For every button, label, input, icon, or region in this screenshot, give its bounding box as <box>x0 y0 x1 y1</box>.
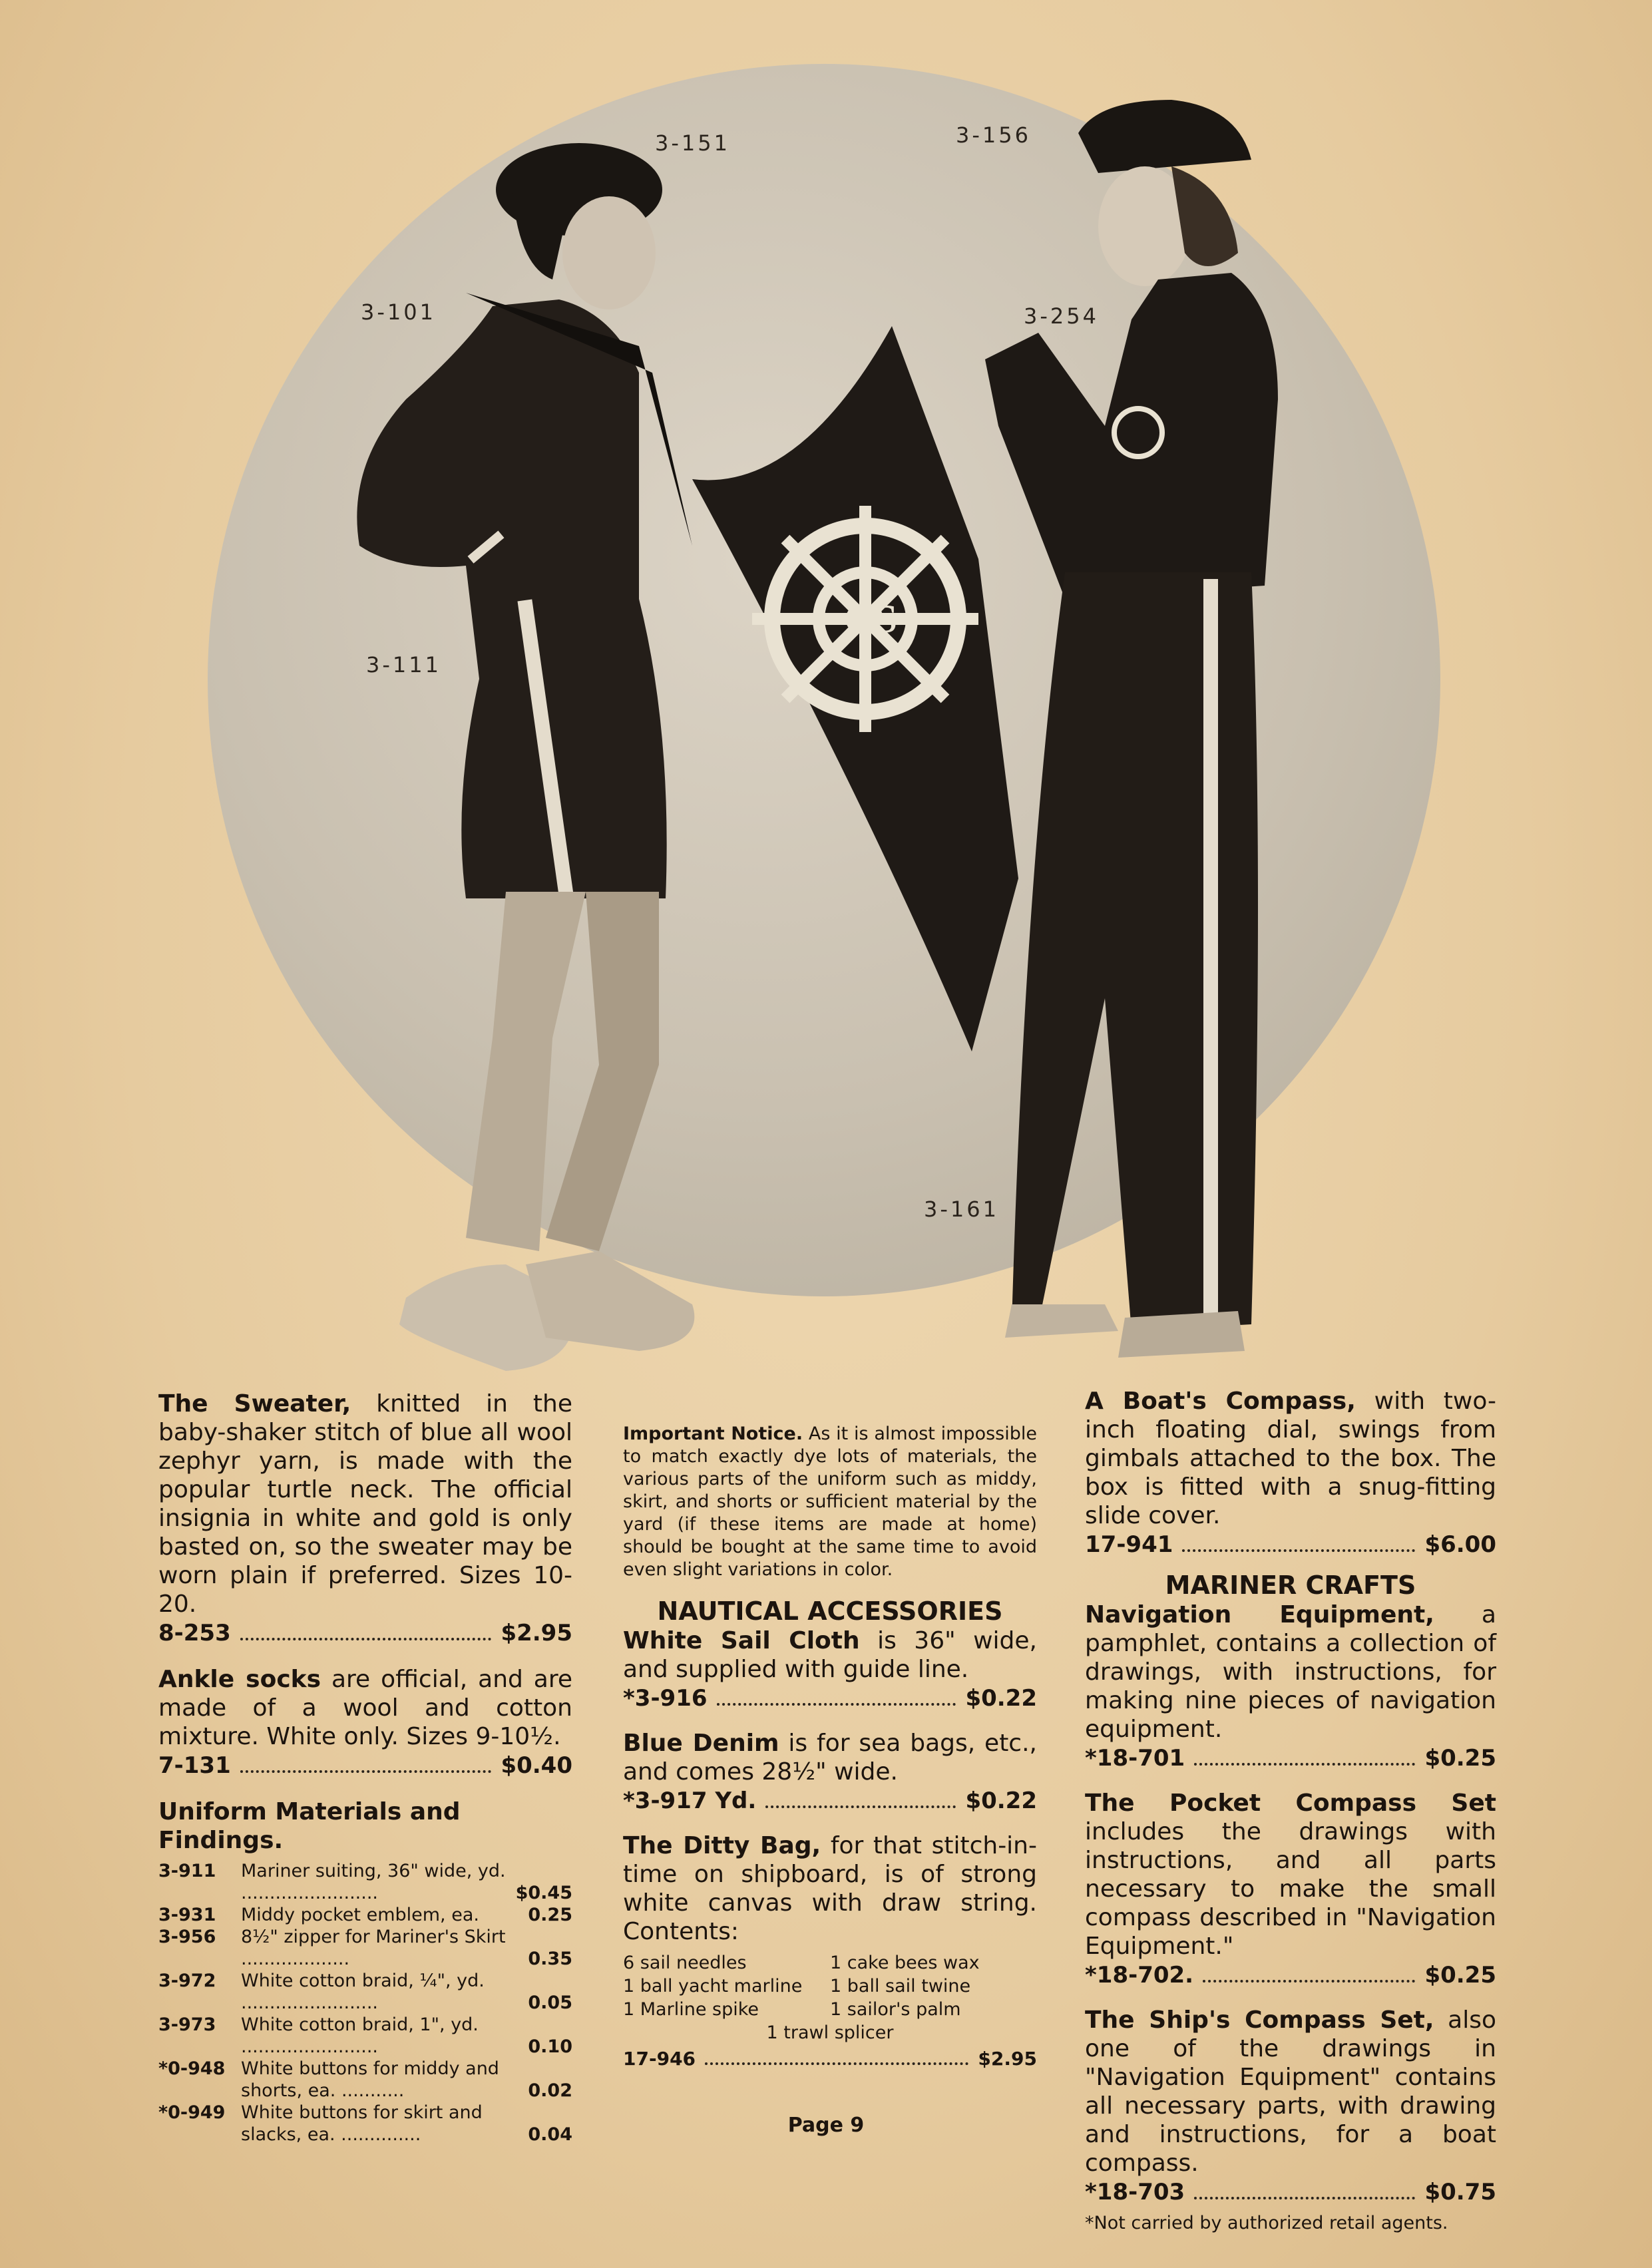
dittybag-contents <box>623 1951 1037 2021</box>
dittybag-code: 17-946 <box>623 2048 696 2070</box>
item-price: 0.05 <box>528 1992 572 2013</box>
dittybag-text: for that stitch-in-time on shipboard, is of strong white canvas with draw string. Contents: <box>623 1832 1037 1945</box>
callout-3-254: 3-254 <box>1024 303 1099 329</box>
dot-leader <box>717 1703 956 1706</box>
uniform-materials-table <box>158 1860 572 2146</box>
denim-text: is for sea bags, etc., and comes 28½" wide. <box>623 1730 1037 1786</box>
middle-column <box>623 1423 1037 2074</box>
list-item: 1 Marline spike <box>623 1999 759 2020</box>
dittybag-price: $2.95 <box>978 2048 1037 2070</box>
callout-3-156: 3-156 <box>956 122 1031 148</box>
navigation-title: Navigation Equipment, <box>1085 1601 1434 1628</box>
retail-agents-footnote: *Not carried by authorized retail agents. <box>1085 2213 1448 2233</box>
page-number: Page 9 <box>787 2114 865 2137</box>
notice-text: As it is almost impossible to match exactly dye lots of materials, the various parts of the uniform such as middy, skirt, and shorts or sufficient material by the yard (if these items are made at home) should be bought at the same time to avoid even slight variations in color. <box>623 1423 1037 1580</box>
boat-compass-price-row <box>1085 1530 1496 1559</box>
pocket-compass-code: *18-702. <box>1085 1962 1194 1988</box>
mariner-crafts-heading: MARINER CRAFTS <box>1165 1571 1416 1600</box>
pocket-compass-text: includes the drawings with instructions, and all parts necessary to make the small compass described in "Navigation Equipment." <box>1085 1818 1496 1960</box>
callout-3-161: 3-161 <box>924 1197 999 1222</box>
callout-3-101: 3-101 <box>361 299 436 325</box>
callout-3-151: 3-151 <box>655 130 730 156</box>
list-item: 1 cake bees wax <box>830 1953 980 1973</box>
pocket-compass-price: $0.25 <box>1424 1962 1496 1988</box>
boat-compass-text: with two-inch floating dial, swings from gimbals attached to the box. The box is fitted with a snug-fitting slide cover. <box>1085 1388 1496 1529</box>
navigation-text: a pamphlet, contains a collection of drawings, with instructions, for making nine pieces of navigation equipment. <box>1085 1601 1496 1743</box>
denim-price: $0.22 <box>965 1788 1037 1814</box>
left-column <box>158 1390 572 2146</box>
item-code: 3-973 <box>158 2014 216 2035</box>
nautical-accessories-heading: NAUTICAL ACCESSORIES <box>657 1597 1003 1626</box>
socks-text: are official, and are made of a wool and cotton mixture. White only. Sizes 9-10½. <box>158 1666 572 1750</box>
boat-compass-code: 17-941 <box>1085 1531 1173 1558</box>
navigation-price-row <box>1085 1744 1496 1773</box>
list-item: 1 ball yacht marline <box>623 1976 803 1996</box>
item-code: 3-931 <box>158 1905 216 1925</box>
table-row <box>158 1970 572 2014</box>
sailcloth-text: is 36" wide, and supplied with guide line. <box>623 1627 1037 1683</box>
denim-description <box>623 1729 1037 1786</box>
ships-compass-price: $0.75 <box>1424 2179 1496 2205</box>
sailcloth-price: $0.22 <box>965 1685 1037 1712</box>
socks-price: $0.40 <box>501 1752 572 1779</box>
callout-3-111: 3-111 <box>366 652 441 677</box>
table-row <box>158 2014 572 2058</box>
item-desc: Middy pocket emblem, ea. <box>241 1905 479 1925</box>
right-column <box>1085 1387 1496 2235</box>
left-girl-middy <box>357 299 666 898</box>
ships-compass-code: *18-703 <box>1085 2179 1185 2205</box>
socks-code: 7-131 <box>158 1752 231 1779</box>
sailor-hat-icon <box>1078 100 1251 173</box>
important-notice <box>623 1423 1037 1581</box>
dittybag-description <box>623 1831 1037 1946</box>
trouser-stripe <box>1203 579 1218 1324</box>
uniform-heading <box>158 1797 572 1855</box>
list-item: 1 ball sail twine <box>830 1976 971 1996</box>
ships-compass-price-row <box>1085 2177 1496 2207</box>
sailcloth-code: *3-916 <box>623 1685 708 1712</box>
dot-leader <box>1182 1549 1415 1552</box>
gs-flag <box>692 326 1018 1051</box>
item-code: 3-911 <box>158 1861 216 1881</box>
item-desc: White cotton braid, 1", yd. ........................ <box>241 2014 479 2057</box>
item-price: 0.04 <box>528 2124 572 2145</box>
item-desc: White buttons for skirt and slacks, ea. .............. <box>241 2102 483 2145</box>
item-price: 0.25 <box>528 1905 572 1925</box>
item-price: 0.35 <box>528 1949 572 1969</box>
socks-title: Ankle socks <box>158 1666 321 1693</box>
item-price: 0.02 <box>528 2080 572 2101</box>
svg-text:GS: GS <box>844 597 898 641</box>
table-row <box>158 1926 572 1970</box>
pocket-compass-description <box>1085 1789 1496 1961</box>
item-price: $0.45 <box>515 1883 572 1903</box>
dot-leader <box>1203 1980 1415 1983</box>
table-row <box>158 2058 572 2102</box>
ships-compass-title: The Ship's Compass Set, <box>1085 2006 1434 2034</box>
socks-price-row <box>158 1751 572 1780</box>
dot-leader <box>1194 2197 1415 2199</box>
notice-title: Important Notice. <box>623 1423 803 1444</box>
item-code: 3-956 <box>158 1927 216 1947</box>
dot-leader <box>1194 1763 1415 1766</box>
boat-compass-price: $6.00 <box>1424 1531 1496 1558</box>
dot-leader <box>765 1805 956 1808</box>
navigation-code: *18-701 <box>1085 1745 1185 1772</box>
sailcloth-title: White Sail Cloth <box>623 1627 860 1654</box>
dot-leader <box>240 1638 492 1640</box>
dittybag-title: The Ditty Bag, <box>623 1832 821 1859</box>
denim-price-row <box>623 1786 1037 1815</box>
table-row <box>158 1904 572 1926</box>
right-girl-shoes <box>1005 1304 1118 1338</box>
dot-leader <box>240 1770 492 1773</box>
left-girl-face <box>562 196 656 309</box>
sweater-title: The Sweater, <box>158 1390 351 1418</box>
boat-compass-title: A Boat's Compass, <box>1085 1388 1356 1415</box>
socks-description <box>158 1665 572 1751</box>
pocket-compass-price-row <box>1085 1961 1496 1990</box>
sweater-text: knitted in the baby-shaker stitch of blue all wool zephyr yarn, is made with the popular turtle neck. The official insignia in white and gold is only basted on, so the sweater may be worn plain if preferred. Sizes 10-20. <box>158 1390 572 1618</box>
uniform-title: Uniform Materials and Findings. <box>158 1798 461 1854</box>
list-item: 1 sailor's palm <box>830 1999 961 2020</box>
item-desc: 8½" zipper for Mariner's Skirt ................... <box>241 1927 506 1969</box>
item-code: *0-948 <box>158 2058 226 2079</box>
list-item: 6 sail needles <box>623 1953 747 1973</box>
pocket-compass-title: The Pocket Compass Set <box>1085 1790 1496 1817</box>
navigation-description <box>1085 1601 1496 1744</box>
sweater-code: 8-253 <box>158 1620 231 1646</box>
list-item: 1 trawl splicer <box>766 2022 894 2043</box>
sweater-price: $2.95 <box>501 1620 572 1646</box>
denim-title: Blue Denim <box>623 1730 779 1757</box>
table-row <box>158 1860 572 1904</box>
item-desc: White buttons for middy and shorts, ea. ........... <box>241 2058 499 2101</box>
sailcloth-price-row <box>623 1684 1037 1713</box>
ships-compass-text: also one of the drawings in "Navigation Equipment" contains all necessary parts, with drawing and instructions, for a boat compass. <box>1085 2006 1496 2177</box>
item-code: *0-949 <box>158 2102 226 2123</box>
item-price: 0.10 <box>528 2036 572 2057</box>
sailcloth-description <box>623 1626 1037 1684</box>
sweater-price-row <box>158 1618 572 1648</box>
dot-leader <box>705 2062 968 2065</box>
sweater-description <box>158 1390 572 1618</box>
dittybag-price-row <box>623 2044 1037 2074</box>
item-desc: Mariner suiting, 36" wide, yd. ........................ <box>241 1861 506 1903</box>
right-girl-trousers <box>1012 572 1258 1331</box>
denim-code: *3-917 Yd. <box>623 1788 757 1814</box>
navigation-price: $0.25 <box>1424 1745 1496 1772</box>
ships-compass-description <box>1085 2006 1496 2177</box>
item-desc: White cotton braid, ¼", yd. ........................ <box>241 1971 485 2013</box>
boat-compass-description <box>1085 1387 1496 1530</box>
item-code: 3-972 <box>158 1971 216 1991</box>
